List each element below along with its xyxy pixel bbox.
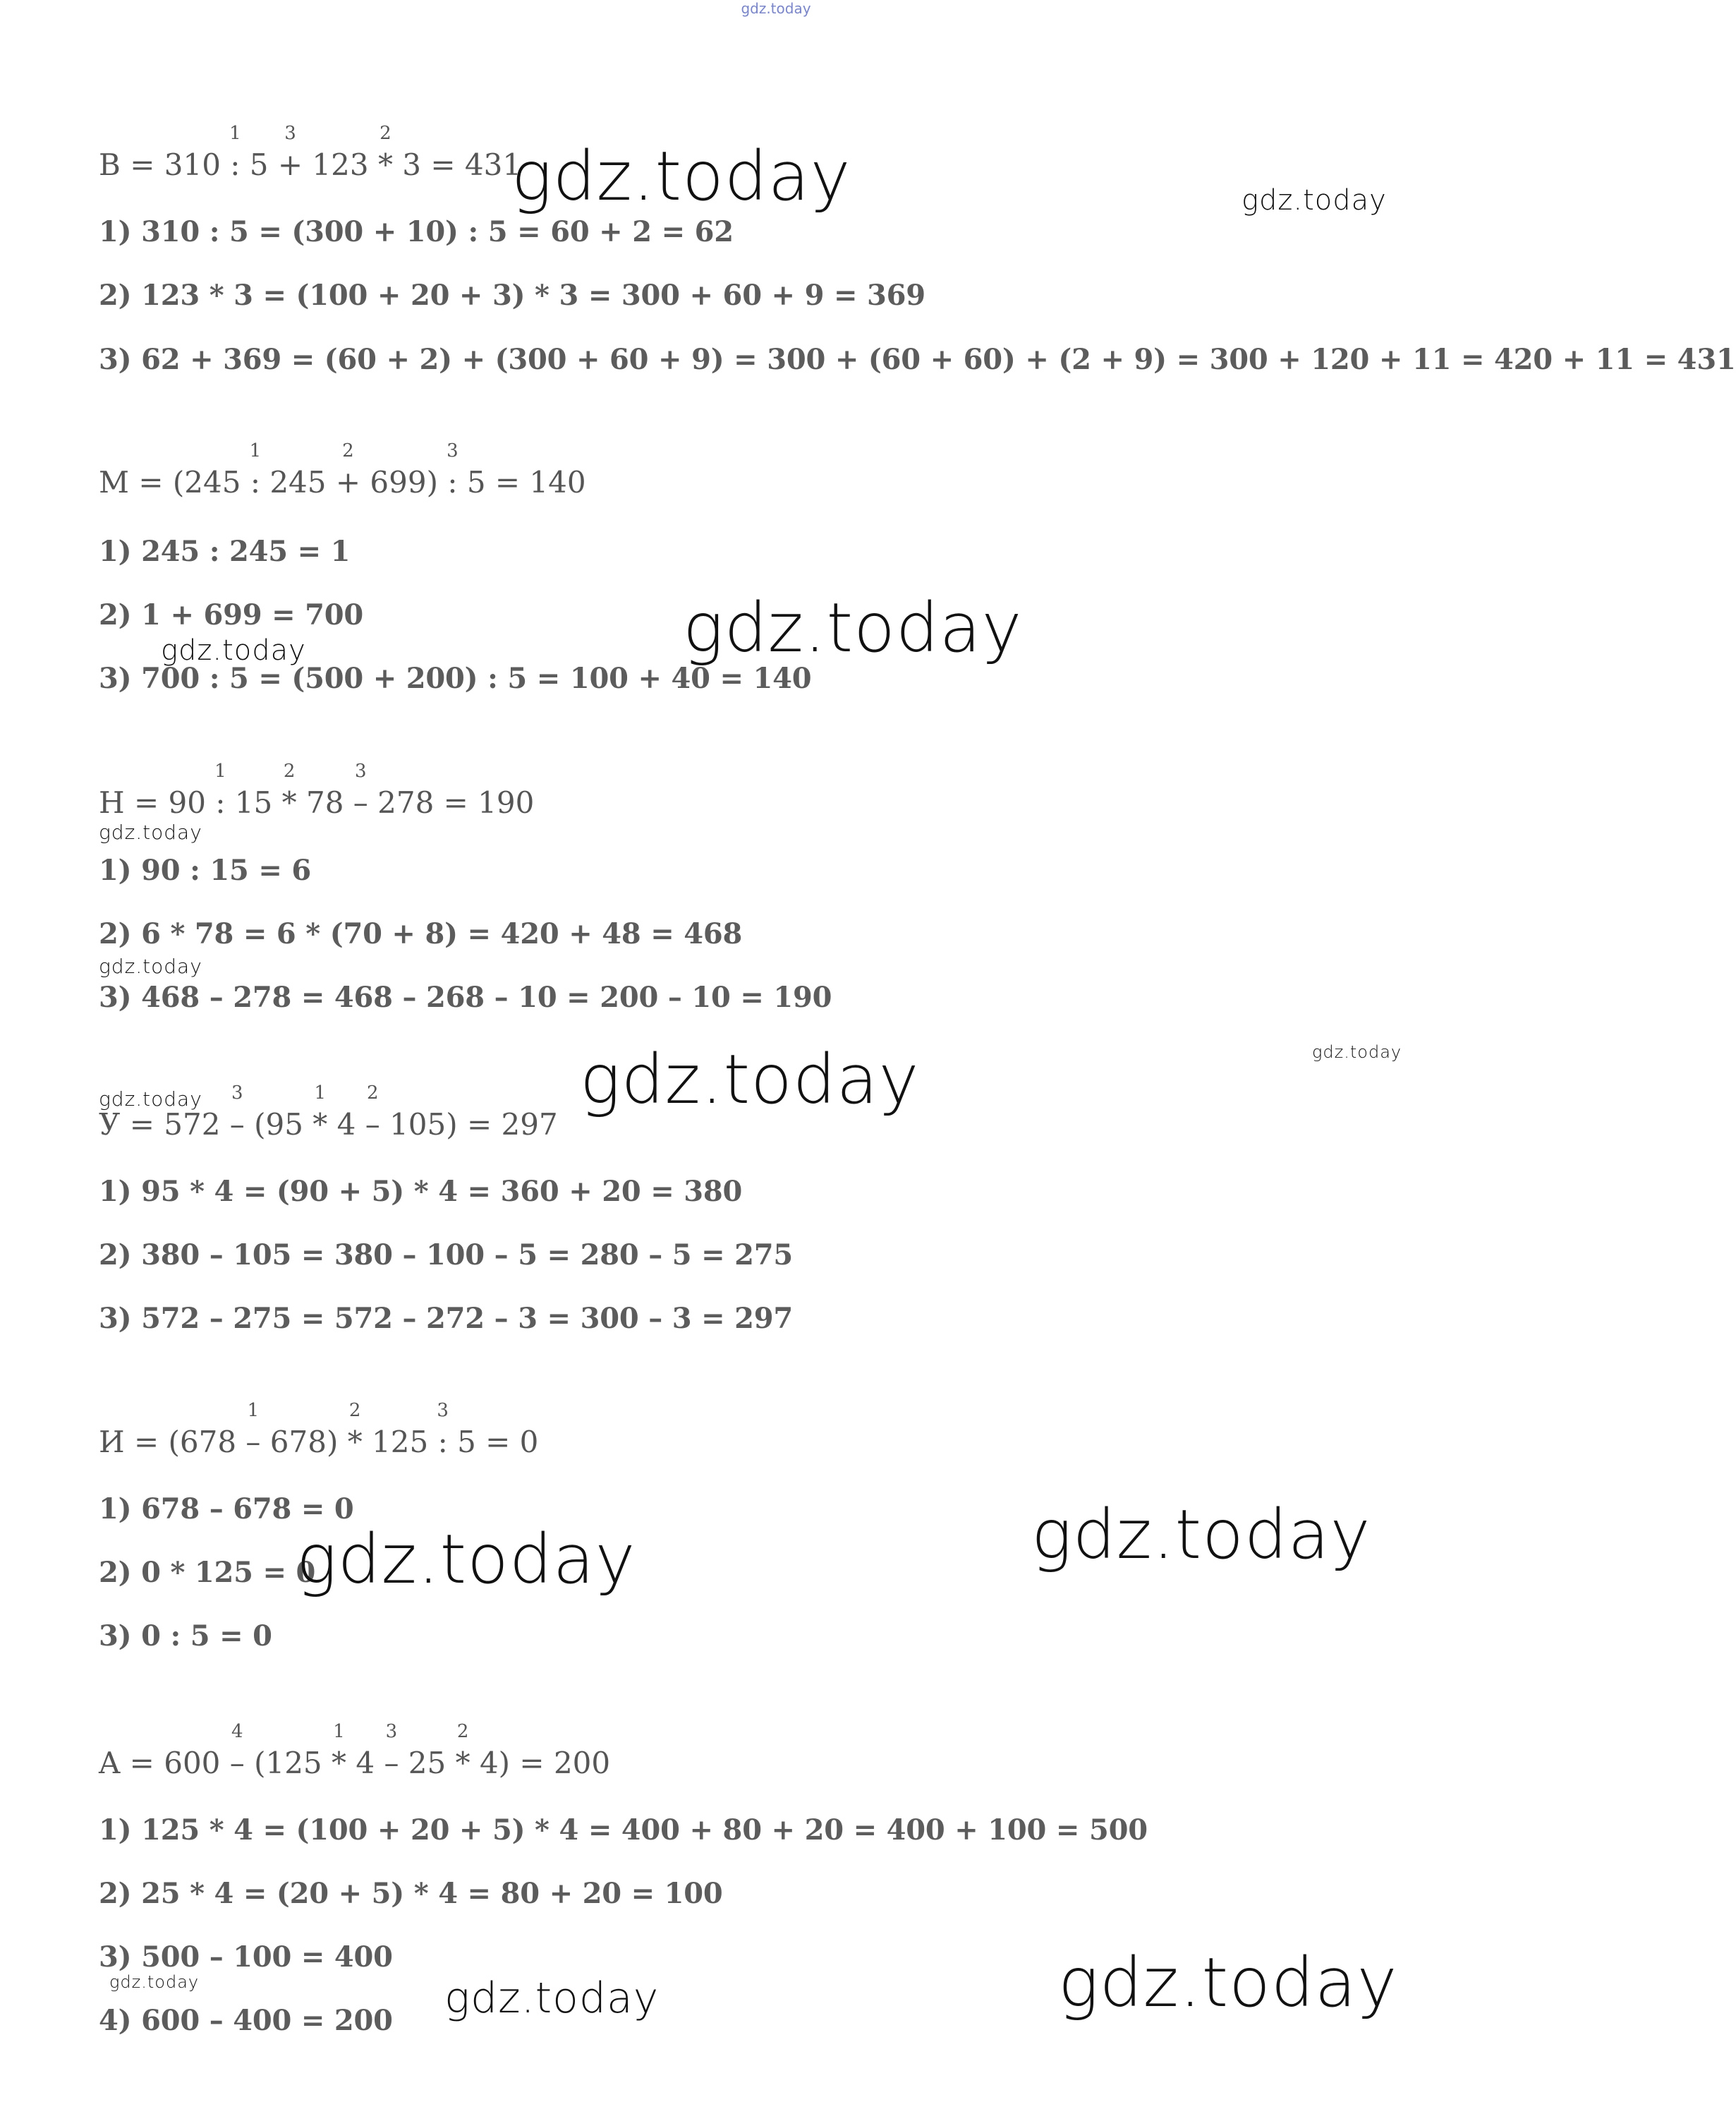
watermark: gdz.today xyxy=(99,821,202,844)
step-line: 2) 380 – 105 = 380 – 100 – 5 = 280 – 5 = 275 xyxy=(99,1238,794,1272)
operator xyxy=(384,1721,399,1780)
expression-text: У = 572 xyxy=(99,1107,230,1142)
step-line: 3) 700 : 5 = (500 + 200) : 5 = 100 + 40 = 140 xyxy=(99,662,812,695)
watermark: gdz.today xyxy=(161,634,306,667)
watermark: gdz.today xyxy=(580,1040,920,1119)
operation-order-number: 4 xyxy=(231,1721,243,1742)
operation-order-number: 1 xyxy=(247,1400,260,1421)
watermark: gdz.today xyxy=(683,588,1023,668)
operator-symbol: – xyxy=(229,1746,245,1780)
watermark: gdz.today xyxy=(1312,1042,1402,1062)
operation-order-number: 2 xyxy=(456,1721,469,1742)
expression-text: 3 = 431 xyxy=(392,147,522,182)
expression-text: 5 xyxy=(240,147,278,182)
step-line: 1) 95 * 4 = (90 + 5) * 4 = 360 + 20 = 380 xyxy=(99,1175,743,1208)
step-line: 2) 6 * 78 = 6 * (70 + 8) = 420 + 48 = 468 xyxy=(99,917,743,950)
operator-symbol: * xyxy=(332,1746,347,1780)
operator-symbol: + xyxy=(335,465,361,500)
operator xyxy=(229,1082,245,1142)
watermark: gdz.today xyxy=(1058,1943,1398,2022)
operator-symbol: * xyxy=(377,147,393,182)
step-line: 3) 572 – 275 = 572 – 272 – 3 = 300 – 3 = 297 xyxy=(99,1302,794,1335)
expression-text: 245 xyxy=(260,465,336,500)
operator-symbol: – xyxy=(353,785,368,820)
step-line: 2) 1 + 699 = 700 xyxy=(99,598,364,632)
step-line: 3) 468 – 278 = 468 – 268 – 10 = 200 – 10 = 190 xyxy=(99,981,832,1014)
operator-symbol: – xyxy=(384,1746,399,1780)
operation-order-number: 3 xyxy=(284,123,296,144)
step-line: 1) 678 – 678 = 0 xyxy=(99,1492,354,1526)
operator xyxy=(353,761,368,820)
operator-symbol: : xyxy=(230,147,241,182)
operator-symbol: – xyxy=(365,1107,380,1142)
expression-text: 4 xyxy=(327,1107,365,1142)
expression-text: 123 xyxy=(303,147,378,182)
operator xyxy=(281,761,297,820)
header-watermark: gdz.today xyxy=(741,0,811,17)
operation-order-number: 2 xyxy=(342,440,354,461)
operator-symbol: * xyxy=(347,1425,363,1459)
operator xyxy=(455,1721,471,1780)
expression-text: (125 xyxy=(244,1746,332,1780)
expression-i xyxy=(99,1400,539,1459)
operator-symbol: * xyxy=(281,785,297,820)
operation-order-number: 3 xyxy=(437,1400,449,1421)
expression-text: 5 = 140 xyxy=(457,465,586,500)
operation-order-number: 1 xyxy=(229,123,241,144)
step-line: 1) 125 * 4 = (100 + 20 + 5) * 4 = 400 + 80 + 20 = 400 + 100 = 500 xyxy=(99,1813,1148,1847)
step-line: 3) 62 + 369 = (60 + 2) + (300 + 60 + 9) = 300 + (60 + 60) + (2 + 9) = 300 + 120 + 11 = 420 + 11 = 431 xyxy=(99,343,1736,376)
operator xyxy=(332,1721,347,1780)
expression-h xyxy=(99,761,535,820)
operator-symbol: – xyxy=(245,1425,261,1459)
operator xyxy=(377,123,393,182)
operator xyxy=(245,1400,261,1459)
operator xyxy=(312,1082,328,1142)
expression-text: 4) = 200 xyxy=(470,1746,611,1780)
expression-text: 15 xyxy=(225,785,282,820)
step-line: 1) 310 : 5 = (300 + 10) : 5 = 60 + 2 = 62 xyxy=(99,215,734,248)
expression-text: 105) = 297 xyxy=(380,1107,558,1142)
watermark: gdz.today xyxy=(99,955,202,978)
expression-m xyxy=(99,440,586,500)
expression-text: 278 = 190 xyxy=(368,785,535,820)
operator-symbol: : xyxy=(250,465,260,500)
step-line: 3) 500 – 100 = 400 xyxy=(99,1940,393,1974)
expression-text: 5 = 0 xyxy=(447,1425,539,1459)
operator xyxy=(437,1400,449,1459)
operation-order-number: 2 xyxy=(366,1082,379,1104)
operator xyxy=(214,761,226,820)
watermark: gdz.today xyxy=(1242,184,1387,217)
expression-text: A = 600 xyxy=(99,1746,230,1780)
operation-order-number: 3 xyxy=(447,440,459,461)
operator xyxy=(335,440,361,500)
watermark: gdz.today xyxy=(511,137,851,216)
step-line: 3) 0 : 5 = 0 xyxy=(99,1619,272,1653)
expression-a xyxy=(99,1721,611,1780)
expression-text: 25 xyxy=(399,1746,456,1780)
expression-b xyxy=(99,123,522,182)
expression-text: M = (245 xyxy=(99,465,250,500)
operation-order-number: 1 xyxy=(314,1082,327,1104)
operator-symbol: + xyxy=(277,147,303,182)
operator-symbol: * xyxy=(312,1107,328,1142)
operator xyxy=(347,1400,363,1459)
expression-text: 678) xyxy=(260,1425,348,1459)
operator-symbol: : xyxy=(447,465,458,500)
operator xyxy=(249,440,262,500)
watermark: gdz.today xyxy=(296,1520,636,1599)
operator-symbol: : xyxy=(437,1425,448,1459)
expression-text: (95 xyxy=(244,1107,313,1142)
operation-order-number: 1 xyxy=(333,1721,345,1742)
expression-text: 78 xyxy=(296,785,353,820)
operator xyxy=(447,440,459,500)
operation-order-number: 2 xyxy=(380,123,391,144)
expression-text: H = 90 xyxy=(99,785,216,820)
step-line: 1) 245 : 245 = 1 xyxy=(99,535,351,568)
operator xyxy=(229,123,241,182)
step-line: 2) 123 * 3 = (100 + 20 + 3) * 3 = 300 + 60 + 9 = 369 xyxy=(99,279,925,312)
operator xyxy=(229,1721,245,1780)
operation-order-number: 1 xyxy=(249,440,262,461)
expression-text: B = 310 xyxy=(99,147,231,182)
operator-symbol: : xyxy=(215,785,226,820)
expression-text: 4 xyxy=(346,1746,384,1780)
operator-symbol: – xyxy=(229,1107,245,1142)
operation-order-number: 3 xyxy=(231,1082,243,1104)
step-line: 2) 0 * 125 = 0 xyxy=(99,1556,316,1589)
operator xyxy=(277,123,303,182)
expression-text: 699) xyxy=(360,465,448,500)
operation-order-number: 2 xyxy=(348,1400,361,1421)
operation-order-number: 1 xyxy=(214,761,226,782)
operator xyxy=(365,1082,380,1142)
step-line: 4) 600 – 400 = 200 xyxy=(99,2004,393,2037)
watermark: gdz.today xyxy=(99,1087,202,1111)
step-line: 1) 90 : 15 = 6 xyxy=(99,854,312,887)
expression-text: 125 xyxy=(362,1425,438,1459)
expression-text: И = (678 xyxy=(99,1425,246,1459)
watermark: gdz.today xyxy=(444,1974,660,2023)
watermark: gdz.today xyxy=(109,1972,200,1992)
operation-order-number: 3 xyxy=(355,761,367,782)
operation-order-number: 2 xyxy=(283,761,296,782)
operation-order-number: 3 xyxy=(385,1721,398,1742)
step-line: 2) 25 * 4 = (20 + 5) * 4 = 80 + 20 = 100 xyxy=(99,1877,723,1910)
watermark: gdz.today xyxy=(1031,1495,1371,1574)
operator-symbol: * xyxy=(455,1746,471,1780)
